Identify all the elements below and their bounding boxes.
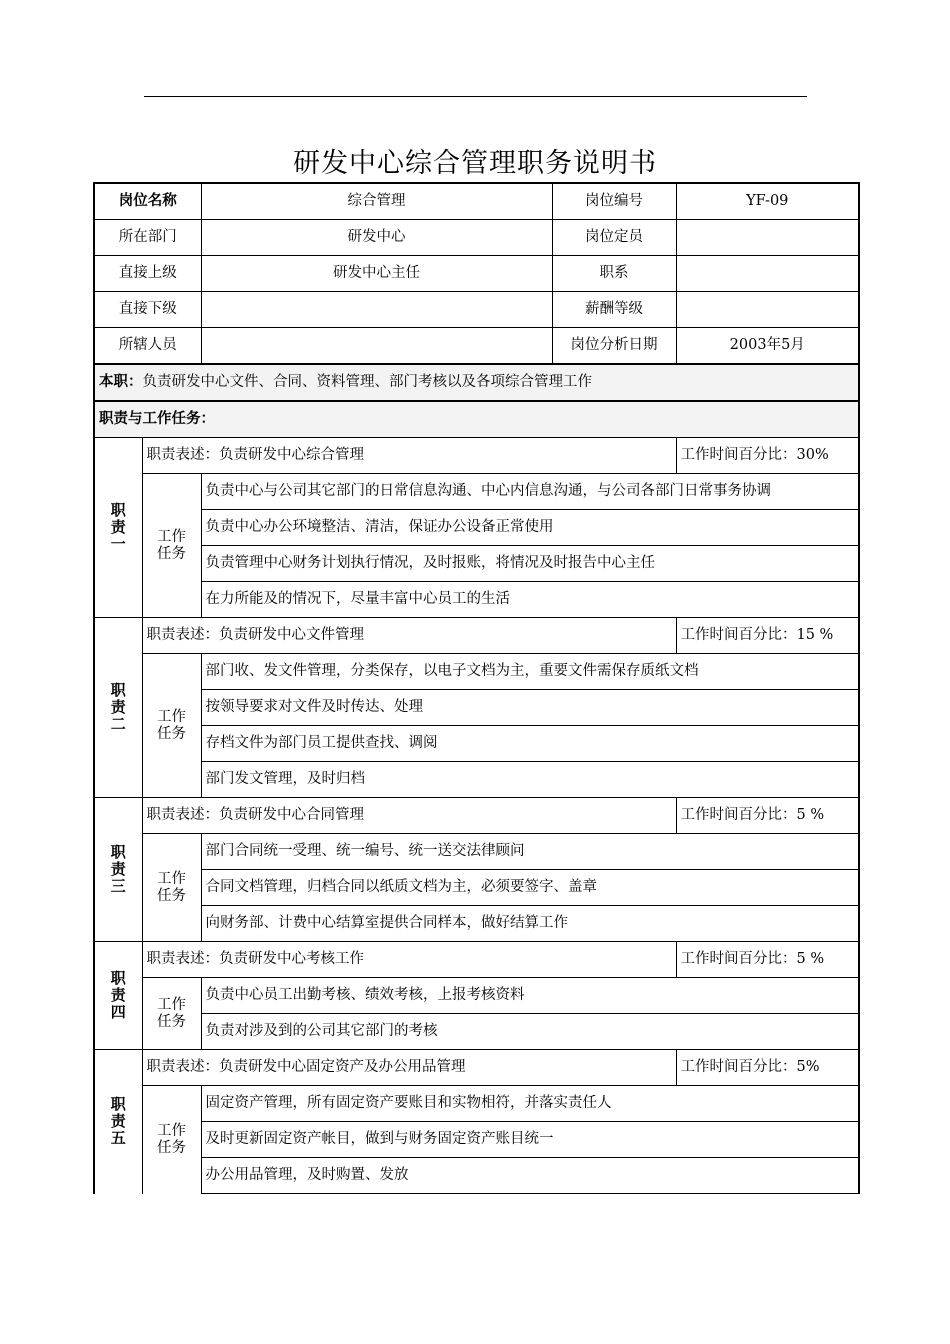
task-row <box>94 582 859 618</box>
info-row <box>94 328 859 365</box>
duty-description: 职责表述：负责研发中心文件管理 <box>142 618 676 654</box>
duty-label <box>94 942 142 1050</box>
duty-description: 职责表述：负责研发中心固定资产及办公用品管理 <box>142 1050 676 1086</box>
duty-label-char: 四 <box>110 1003 126 1021</box>
info-label: 岗位分析日期 <box>552 328 676 365</box>
duty-time-percentage: 工作时间百分比：5% <box>676 1050 859 1086</box>
duty-label-char: 责 <box>110 860 126 878</box>
task-label <box>142 654 201 798</box>
info-value: YF-09 <box>676 183 859 220</box>
task-item: 部门收、发文件管理，分类保存，以电子文档为主，重要文件需保存质纸文档 <box>201 654 859 690</box>
task-row <box>94 762 859 798</box>
task-row <box>94 474 859 510</box>
task-item: 负责中心办公环境整洁、清洁，保证办公设备正常使用 <box>201 510 859 546</box>
duty-label-char: 职 <box>110 969 126 987</box>
duty-label-char: 责 <box>110 1112 126 1131</box>
duty-label-char: 责 <box>110 518 126 536</box>
duty-description-row <box>94 1050 859 1086</box>
duty-label-char: 三 <box>110 877 126 895</box>
duties-header-row <box>94 401 859 438</box>
core-duty-text: 负责研发中心文件、合同、资料管理、部门考核以及各项综合管理工作 <box>142 374 592 390</box>
duty-time-percentage: 工作时间百分比：15 % <box>676 618 859 654</box>
info-value <box>676 292 859 328</box>
duty-label-char: 职 <box>110 843 126 861</box>
info-row <box>94 292 859 328</box>
task-item: 固定资产管理，所有固定资产要账目和实物相符，并落实责任人 <box>201 1086 859 1122</box>
task-item: 部门发文管理，及时归档 <box>201 762 859 798</box>
task-row <box>94 1086 859 1122</box>
task-label-text: 任务 <box>157 1139 186 1156</box>
info-label: 岗位定员 <box>552 220 676 256</box>
duty-description-row <box>94 618 859 654</box>
task-item: 负责对涉及到的公司其它部门的考核 <box>201 1014 859 1050</box>
info-label: 职系 <box>552 256 676 292</box>
task-item: 向财务部、计费中心结算室提供合同样本，做好结算工作 <box>201 906 859 942</box>
task-label-text: 工作 <box>157 708 186 725</box>
task-row <box>94 834 859 870</box>
duty-label-char: 五 <box>110 1129 126 1148</box>
duty-label-char: 二 <box>110 715 126 733</box>
info-row <box>94 220 859 256</box>
duty-description: 职责表述：负责研发中心综合管理 <box>142 438 676 474</box>
info-value: 综合管理 <box>201 183 552 220</box>
info-label: 所在部门 <box>94 220 201 256</box>
task-item: 负责中心与公司其它部门的日常信息沟通、中心内信息沟通，与公司各部门日常事务协调 <box>201 474 859 510</box>
info-value: 研发中心主任 <box>201 256 552 292</box>
task-label-text: 任务 <box>157 887 186 904</box>
info-label: 岗位名称 <box>94 183 201 220</box>
core-duty-row <box>94 364 859 401</box>
duty-description-row <box>94 438 859 474</box>
info-value <box>201 292 552 328</box>
task-item: 办公用品管理，及时购置、发放 <box>201 1158 859 1194</box>
duty-time-percentage: 工作时间百分比：30% <box>676 438 859 474</box>
task-label-text: 工作 <box>157 528 186 545</box>
job-description-table <box>93 182 860 1194</box>
task-row <box>94 978 859 1014</box>
duty-label-char: 责 <box>110 986 126 1004</box>
task-label <box>142 978 201 1050</box>
info-value: 研发中心 <box>201 220 552 256</box>
duty-label-char: 职 <box>110 501 126 519</box>
info-value <box>676 220 859 256</box>
document-title: 研发中心综合管理职务说明书 <box>293 148 657 179</box>
task-label <box>142 474 201 618</box>
task-item: 负责管理中心财务计划执行情况，及时报账，将情况及时报告中心主任 <box>201 546 859 582</box>
task-item: 部门合同统一受理、统一编号、统一送交法律顾问 <box>201 834 859 870</box>
task-label-text: 工作 <box>157 996 186 1013</box>
task-item: 按领导要求对文件及时传达、处理 <box>201 690 859 726</box>
task-item: 存档文件为部门员工提供查找、调阅 <box>201 726 859 762</box>
task-label-text: 工作 <box>157 870 186 887</box>
duty-description: 职责表述：负责研发中心考核工作 <box>142 942 676 978</box>
core-duty-label: 本职： <box>99 374 143 390</box>
task-item: 在力所能及的情况下，尽量丰富中心员工的生活 <box>201 582 859 618</box>
task-item: 及时更新固定资产帐目，做到与财务固定资产账目统一 <box>201 1122 859 1158</box>
task-label-text: 工作 <box>157 1122 186 1139</box>
task-row <box>94 690 859 726</box>
info-label: 直接上级 <box>94 256 201 292</box>
task-row <box>94 1122 859 1158</box>
task-item: 合同文档管理，归档合同以纸质文档为主，必须要签字、盖章 <box>201 870 859 906</box>
info-value <box>201 328 552 365</box>
duty-label <box>94 1050 142 1194</box>
header-rule <box>144 96 807 97</box>
info-value <box>676 256 859 292</box>
duty-time-percentage: 工作时间百分比：5 % <box>676 798 859 834</box>
duty-label <box>94 438 142 618</box>
task-row <box>94 870 859 906</box>
task-label-text: 任务 <box>157 1013 186 1030</box>
duty-label <box>94 798 142 942</box>
info-row <box>94 183 859 220</box>
core-duty-cell <box>94 364 859 401</box>
task-row <box>94 510 859 546</box>
info-label: 岗位编号 <box>552 183 676 220</box>
info-value: 2003年5月 <box>676 328 859 365</box>
info-row <box>94 256 859 292</box>
duty-time-percentage: 工作时间百分比：5 % <box>676 942 859 978</box>
task-row <box>94 654 859 690</box>
task-label <box>142 834 201 942</box>
duty-label-char: 职 <box>110 1095 126 1114</box>
task-label <box>142 1086 201 1194</box>
duty-label-char: 职 <box>110 681 126 699</box>
info-label: 所辖人员 <box>94 328 201 365</box>
duty-description: 职责表述：负责研发中心合同管理 <box>142 798 676 834</box>
info-label: 直接下级 <box>94 292 201 328</box>
task-label-text: 任务 <box>157 545 186 562</box>
task-label-text: 任务 <box>157 725 186 742</box>
duty-description-row <box>94 798 859 834</box>
task-item: 负责中心员工出勤考核、绩效考核，上报考核资料 <box>201 978 859 1014</box>
task-row <box>94 1014 859 1050</box>
duties-header: 职责与工作任务： <box>94 401 859 438</box>
duty-description-row <box>94 942 859 978</box>
duty-label-char: 一 <box>110 535 126 553</box>
duty-label <box>94 618 142 798</box>
info-label: 薪酬等级 <box>552 292 676 328</box>
task-row <box>94 906 859 942</box>
duty-label-char: 责 <box>110 698 126 716</box>
task-row <box>94 1158 859 1194</box>
task-row <box>94 546 859 582</box>
task-row <box>94 726 859 762</box>
